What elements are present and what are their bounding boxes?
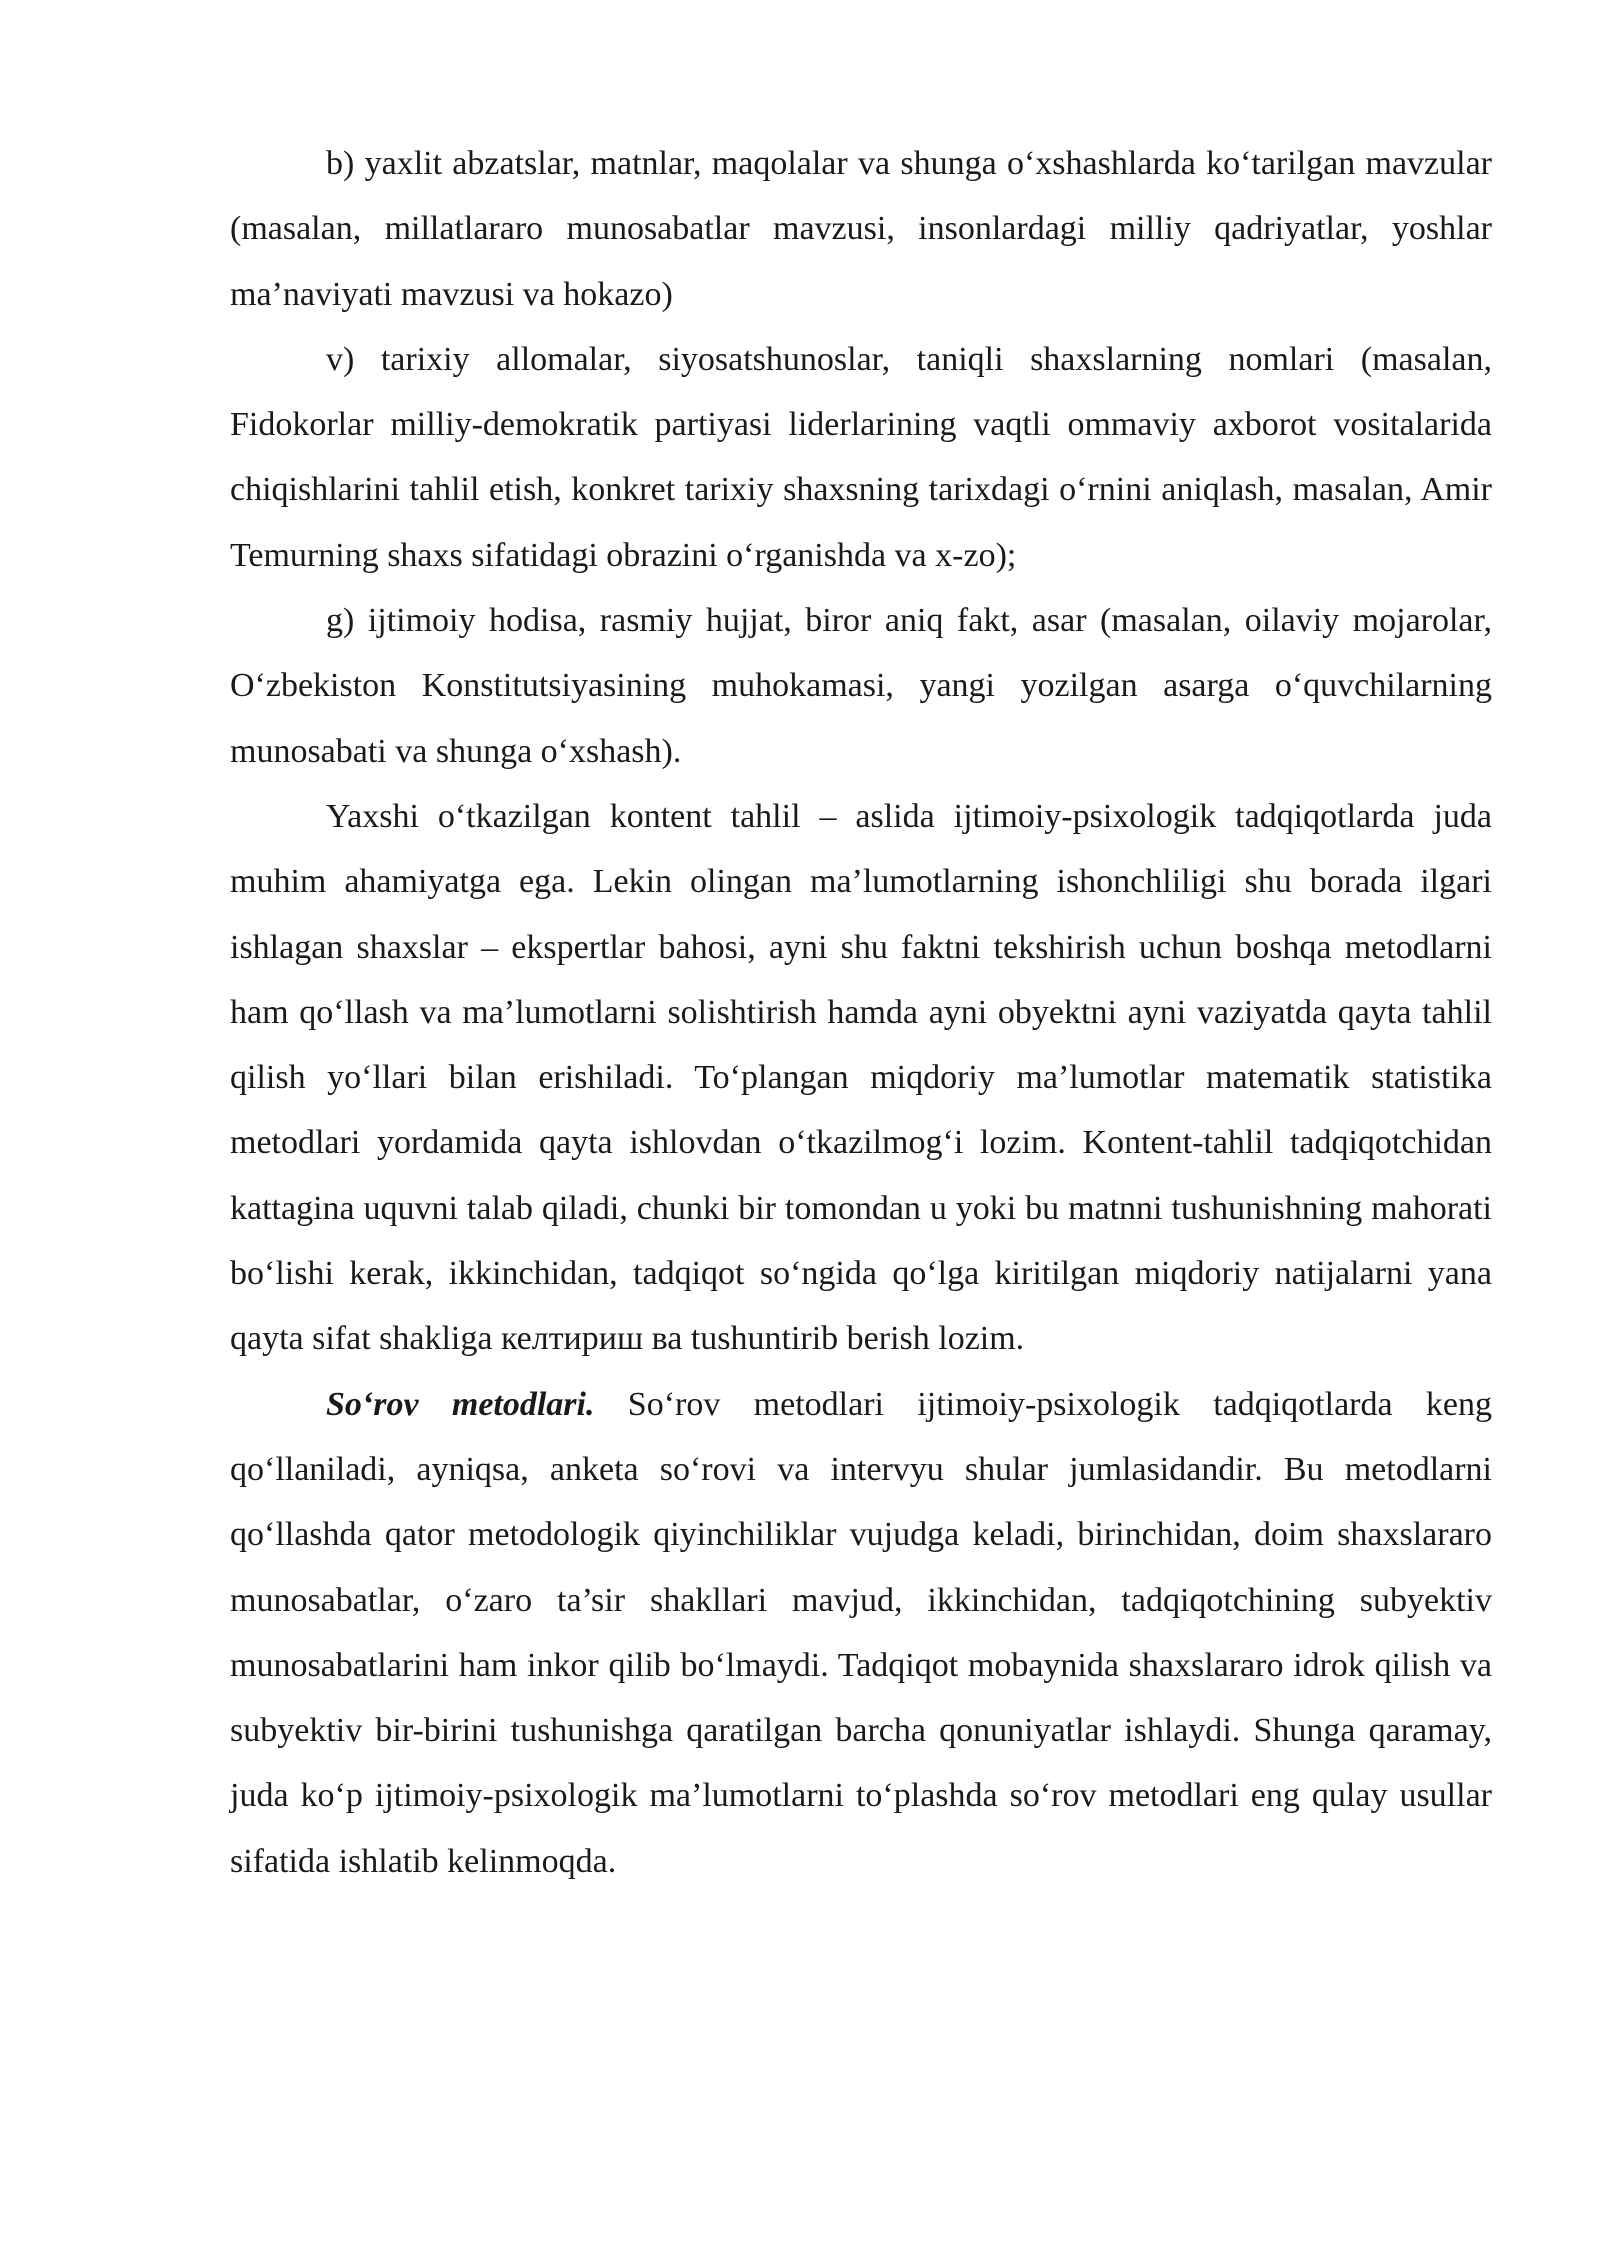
paragraph-b-topics — [230, 131, 1492, 327]
paragraph-text: Yaxshi o‘tkazilgan kontent tahlil – aslida ijtimoiy-psixologik tadqiqotlarda juda muhim ahamiyatga ega. Lekin olingan ma’lumotlarning ishonchliligi shu borada ilgari ishlagan shaxslar – ekspertlar bahosi, ayni shu faktni tekshirish uchun boshqa metodlarni ham qo‘llash va ma’lumotlarni solishtirish hamda ayni obyektni ayni vaziyatda qayta tahlil qilish yo‘llari bilan erishiladi. To‘plangan miqdoriy ma’lumotlar matematik statistika metodlari yordamida qayta ishlovdan o‘tkazilmog‘i lozim. Kontent-tahlil tadqiqotchidan kattagina uquvni talab qiladi, chunki bir tomondan u yoki bu matnni tushunishning mahorati bo‘lishi kerak, ikkinchidan, tadqiqot so‘ngida qo‘lga kiritilgan miqdoriy natijalarni yana qayta sifat shakliga келтириш ва tushuntirib berish lozim. — [230, 797, 1492, 1358]
document-body — [230, 131, 1492, 1894]
paragraph-text: g) ijtimoiy hodisa, rasmiy hujjat, biror aniq fakt, asar (masalan, oilaviy mojarolar, O‘zbekiston Konstitutsiyasining muhokamasi, yangi yozilgan asarga o‘quvchilarning munosabati va shunga o‘xshash). — [230, 602, 1492, 770]
paragraph-g-events — [230, 588, 1492, 784]
paragraph-text: So‘rov metodlari ijtimoiy-psixologik tadqiqotlarda keng qo‘llaniladi, ayniqsa, anketa so‘rovi va intervyu shular jumlasidandir. Bu metodlarni qo‘llashda qator metodologik qiyinchiliklar vujudga keladi, birinchidan, doim shaxslararo munosabatlar, o‘zaro ta’sir shakllari mavjud, ikkinchidan, tadqiqotchining subyektiv munosabatlarini ham inkor qilib bo‘lmaydi. Tadqiqot mobaynida shaxslararo idrok qilish va subyektiv bir-birini tushunishga qaratilgan barcha qonuniyatlar ishlaydi. Shunga qaramay, juda ko‘p ijtimoiy-psixologik ma’lumotlarni to‘plashda so‘rov metodlari eng qulay usullar sifatida ishlatib kelinmoqda. — [230, 1385, 1492, 1880]
paragraph-text: b) yaxlit abzatslar, matnlar, maqolalar va shunga o‘xshashlarda ko‘tarilgan mavzular (masalan, millatlararo munosabatlar mavzusi, insonlardagi milliy qadriyatlar, yoshlar ma’naviyati mavzusi va hokazo) — [230, 145, 1492, 313]
paragraph-text: v) tarixiy allomalar, siyosatshunoslar, taniqli shaxslarning nomlari (masalan, Fidokorlar milliy-demokratik partiyasi liderlarining vaqtli ommaviy axborot vositalarida chiqishlarini tahlil etish, konkret tarixiy shaxsning tarixdagi o‘rnini aniqlash, masalan, Amir Temurning shaxs sifatidagi obrazini o‘rganishda va x-zo); — [230, 340, 1492, 574]
paragraph-content-analysis — [230, 784, 1492, 1372]
paragraph-v-names — [230, 327, 1492, 588]
paragraph-survey-methods — [230, 1372, 1492, 1894]
section-title: So‘rov metodlari. — [326, 1385, 595, 1423]
